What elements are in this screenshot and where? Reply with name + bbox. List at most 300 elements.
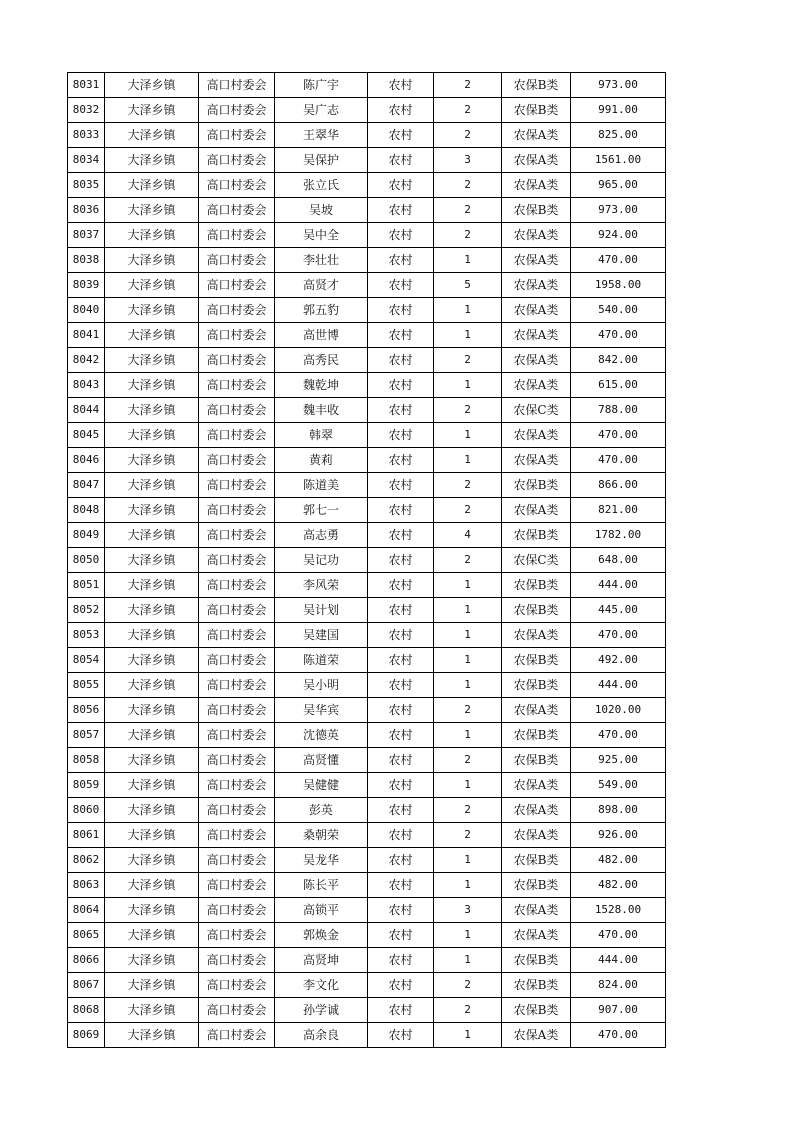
area-type-cell: 农村 (368, 1023, 434, 1048)
row-id-cell: 8032 (68, 98, 105, 123)
village-committee-cell: 高口村委会 (199, 598, 275, 623)
village-committee-cell: 高口村委会 (199, 548, 275, 573)
household-count-cell: 2 (434, 223, 502, 248)
area-type-cell: 农村 (368, 323, 434, 348)
household-count-cell: 1 (434, 598, 502, 623)
table-row (68, 648, 666, 673)
village-committee-cell: 高口村委会 (199, 148, 275, 173)
household-count-cell: 2 (434, 748, 502, 773)
row-id-cell: 8063 (68, 873, 105, 898)
table-row (68, 548, 666, 573)
category-cell: 农保B类 (502, 648, 571, 673)
village-committee-cell: 高口村委会 (199, 198, 275, 223)
village-committee-cell: 高口村委会 (199, 873, 275, 898)
table-row (68, 623, 666, 648)
township-cell: 大泽乡镇 (105, 548, 199, 573)
area-type-cell: 农村 (368, 223, 434, 248)
village-committee-cell: 高口村委会 (199, 973, 275, 998)
amount-cell: 991.00 (571, 98, 666, 123)
amount-cell: 821.00 (571, 498, 666, 523)
row-id-cell: 8060 (68, 798, 105, 823)
row-id-cell: 8045 (68, 423, 105, 448)
area-type-cell: 农村 (368, 548, 434, 573)
household-count-cell: 1 (434, 923, 502, 948)
name-cell: 李风荣 (275, 573, 368, 598)
category-cell: 农保B类 (502, 723, 571, 748)
row-id-cell: 8057 (68, 723, 105, 748)
township-cell: 大泽乡镇 (105, 823, 199, 848)
name-cell: 高余良 (275, 1023, 368, 1048)
category-cell: 农保B类 (502, 73, 571, 98)
township-cell: 大泽乡镇 (105, 398, 199, 423)
name-cell: 王翠华 (275, 123, 368, 148)
name-cell: 高贤坤 (275, 948, 368, 973)
category-cell: 农保A类 (502, 223, 571, 248)
area-type-cell: 农村 (368, 898, 434, 923)
household-count-cell: 1 (434, 848, 502, 873)
area-type-cell: 农村 (368, 348, 434, 373)
village-committee-cell: 高口村委会 (199, 423, 275, 448)
household-count-cell: 2 (434, 173, 502, 198)
table-row (68, 98, 666, 123)
household-count-cell: 2 (434, 823, 502, 848)
amount-cell: 470.00 (571, 1023, 666, 1048)
name-cell: 吴记功 (275, 548, 368, 573)
village-committee-cell: 高口村委会 (199, 173, 275, 198)
amount-cell: 825.00 (571, 123, 666, 148)
table-row (68, 673, 666, 698)
row-id-cell: 8038 (68, 248, 105, 273)
name-cell: 孙学诚 (275, 998, 368, 1023)
township-cell: 大泽乡镇 (105, 473, 199, 498)
table-row (68, 73, 666, 98)
row-id-cell: 8064 (68, 898, 105, 923)
amount-cell: 470.00 (571, 923, 666, 948)
area-type-cell: 农村 (368, 73, 434, 98)
row-id-cell: 8051 (68, 573, 105, 598)
category-cell: 农保B类 (502, 598, 571, 623)
area-type-cell: 农村 (368, 448, 434, 473)
row-id-cell: 8035 (68, 173, 105, 198)
village-committee-cell: 高口村委会 (199, 773, 275, 798)
category-cell: 农保A类 (502, 1023, 571, 1048)
village-committee-cell: 高口村委会 (199, 323, 275, 348)
table-row (68, 198, 666, 223)
category-cell: 农保A类 (502, 248, 571, 273)
category-cell: 农保A类 (502, 298, 571, 323)
village-committee-cell: 高口村委会 (199, 748, 275, 773)
household-count-cell: 2 (434, 498, 502, 523)
household-count-cell: 1 (434, 873, 502, 898)
area-type-cell: 农村 (368, 673, 434, 698)
amount-cell: 1020.00 (571, 698, 666, 723)
amount-cell: 898.00 (571, 798, 666, 823)
area-type-cell: 农村 (368, 823, 434, 848)
row-id-cell: 8040 (68, 298, 105, 323)
name-cell: 吴龙华 (275, 848, 368, 873)
name-cell: 吴健健 (275, 773, 368, 798)
village-committee-cell: 高口村委会 (199, 998, 275, 1023)
row-id-cell: 8031 (68, 73, 105, 98)
household-count-cell: 1 (434, 423, 502, 448)
village-committee-cell: 高口村委会 (199, 248, 275, 273)
table-row (68, 398, 666, 423)
household-count-cell: 2 (434, 698, 502, 723)
township-cell: 大泽乡镇 (105, 723, 199, 748)
name-cell: 张立氏 (275, 173, 368, 198)
household-count-cell: 1 (434, 573, 502, 598)
amount-cell: 924.00 (571, 223, 666, 248)
row-id-cell: 8062 (68, 848, 105, 873)
area-type-cell: 农村 (368, 948, 434, 973)
name-cell: 郭五豹 (275, 298, 368, 323)
row-id-cell: 8041 (68, 323, 105, 348)
table-row (68, 248, 666, 273)
table-row (68, 448, 666, 473)
category-cell: 农保A类 (502, 923, 571, 948)
row-id-cell: 8068 (68, 998, 105, 1023)
name-cell: 彭英 (275, 798, 368, 823)
area-type-cell: 农村 (368, 498, 434, 523)
amount-cell: 973.00 (571, 198, 666, 223)
row-id-cell: 8058 (68, 748, 105, 773)
amount-cell: 965.00 (571, 173, 666, 198)
table-body (68, 73, 666, 1048)
table-row (68, 923, 666, 948)
amount-cell: 482.00 (571, 848, 666, 873)
category-cell: 农保C类 (502, 548, 571, 573)
name-cell: 李文化 (275, 973, 368, 998)
township-cell: 大泽乡镇 (105, 1023, 199, 1048)
amount-cell: 445.00 (571, 598, 666, 623)
amount-cell: 866.00 (571, 473, 666, 498)
table-row (68, 173, 666, 198)
name-cell: 陈道美 (275, 473, 368, 498)
amount-cell: 470.00 (571, 623, 666, 648)
table-row (68, 998, 666, 1023)
name-cell: 桑朝荣 (275, 823, 368, 848)
township-cell: 大泽乡镇 (105, 148, 199, 173)
township-cell: 大泽乡镇 (105, 848, 199, 873)
township-cell: 大泽乡镇 (105, 73, 199, 98)
category-cell: 农保A类 (502, 773, 571, 798)
category-cell: 农保A类 (502, 448, 571, 473)
table-row (68, 948, 666, 973)
village-committee-cell: 高口村委会 (199, 348, 275, 373)
area-type-cell: 农村 (368, 923, 434, 948)
household-count-cell: 2 (434, 98, 502, 123)
area-type-cell: 农村 (368, 848, 434, 873)
category-cell: 农保B类 (502, 473, 571, 498)
township-cell: 大泽乡镇 (105, 198, 199, 223)
village-committee-cell: 高口村委会 (199, 798, 275, 823)
row-id-cell: 8048 (68, 498, 105, 523)
household-count-cell: 2 (434, 123, 502, 148)
name-cell: 陈长平 (275, 873, 368, 898)
name-cell: 吴坡 (275, 198, 368, 223)
amount-cell: 824.00 (571, 973, 666, 998)
area-type-cell: 农村 (368, 298, 434, 323)
table-row (68, 323, 666, 348)
name-cell: 李壮壮 (275, 248, 368, 273)
amount-cell: 470.00 (571, 248, 666, 273)
amount-cell: 492.00 (571, 648, 666, 673)
township-cell: 大泽乡镇 (105, 273, 199, 298)
area-type-cell: 农村 (368, 273, 434, 298)
row-id-cell: 8056 (68, 698, 105, 723)
table-row (68, 148, 666, 173)
row-id-cell: 8033 (68, 123, 105, 148)
amount-cell: 470.00 (571, 423, 666, 448)
row-id-cell: 8034 (68, 148, 105, 173)
category-cell: 农保B类 (502, 573, 571, 598)
row-id-cell: 8039 (68, 273, 105, 298)
township-cell: 大泽乡镇 (105, 898, 199, 923)
name-cell: 陈道荣 (275, 648, 368, 673)
table-row (68, 348, 666, 373)
township-cell: 大泽乡镇 (105, 873, 199, 898)
area-type-cell: 农村 (368, 523, 434, 548)
village-committee-cell: 高口村委会 (199, 73, 275, 98)
category-cell: 农保A类 (502, 323, 571, 348)
name-cell: 吴计划 (275, 598, 368, 623)
township-cell: 大泽乡镇 (105, 348, 199, 373)
row-id-cell: 8069 (68, 1023, 105, 1048)
village-committee-cell: 高口村委会 (199, 948, 275, 973)
table-row (68, 873, 666, 898)
name-cell: 吴华宾 (275, 698, 368, 723)
township-cell: 大泽乡镇 (105, 623, 199, 648)
category-cell: 农保A类 (502, 498, 571, 523)
amount-cell: 444.00 (571, 948, 666, 973)
area-type-cell: 农村 (368, 973, 434, 998)
table-row (68, 773, 666, 798)
name-cell: 高锁平 (275, 898, 368, 923)
category-cell: 农保B类 (502, 973, 571, 998)
name-cell: 高世博 (275, 323, 368, 348)
name-cell: 吴小明 (275, 673, 368, 698)
amount-cell: 444.00 (571, 573, 666, 598)
name-cell: 吴建国 (275, 623, 368, 648)
category-cell: 农保B类 (502, 198, 571, 223)
data-table (67, 72, 666, 1048)
amount-cell: 470.00 (571, 723, 666, 748)
category-cell: 农保A类 (502, 148, 571, 173)
township-cell: 大泽乡镇 (105, 673, 199, 698)
household-count-cell: 2 (434, 473, 502, 498)
category-cell: 农保B类 (502, 748, 571, 773)
township-cell: 大泽乡镇 (105, 748, 199, 773)
row-id-cell: 8044 (68, 398, 105, 423)
table-row (68, 798, 666, 823)
category-cell: 农保A类 (502, 798, 571, 823)
village-committee-cell: 高口村委会 (199, 1023, 275, 1048)
category-cell: 农保B类 (502, 998, 571, 1023)
area-type-cell: 农村 (368, 98, 434, 123)
household-count-cell: 4 (434, 523, 502, 548)
village-committee-cell: 高口村委会 (199, 373, 275, 398)
household-count-cell: 2 (434, 73, 502, 98)
amount-cell: 615.00 (571, 373, 666, 398)
area-type-cell: 农村 (368, 773, 434, 798)
name-cell: 韩翠 (275, 423, 368, 448)
township-cell: 大泽乡镇 (105, 248, 199, 273)
township-cell: 大泽乡镇 (105, 573, 199, 598)
category-cell: 农保A类 (502, 373, 571, 398)
name-cell: 吴广志 (275, 98, 368, 123)
village-committee-cell: 高口村委会 (199, 498, 275, 523)
category-cell: 农保B类 (502, 673, 571, 698)
table-row (68, 273, 666, 298)
table-row (68, 473, 666, 498)
amount-cell: 788.00 (571, 398, 666, 423)
household-count-cell: 2 (434, 998, 502, 1023)
household-count-cell: 1 (434, 673, 502, 698)
table-row (68, 373, 666, 398)
household-count-cell: 1 (434, 373, 502, 398)
category-cell: 农保A类 (502, 423, 571, 448)
table-row (68, 1023, 666, 1048)
row-id-cell: 8066 (68, 948, 105, 973)
table-row (68, 523, 666, 548)
table-row (68, 298, 666, 323)
name-cell: 高贤才 (275, 273, 368, 298)
area-type-cell: 农村 (368, 173, 434, 198)
village-committee-cell: 高口村委会 (199, 448, 275, 473)
table-row (68, 698, 666, 723)
category-cell: 农保B类 (502, 948, 571, 973)
amount-cell: 540.00 (571, 298, 666, 323)
township-cell: 大泽乡镇 (105, 123, 199, 148)
category-cell: 农保A类 (502, 173, 571, 198)
name-cell: 吴保护 (275, 148, 368, 173)
table-row (68, 898, 666, 923)
area-type-cell: 农村 (368, 573, 434, 598)
row-id-cell: 8067 (68, 973, 105, 998)
row-id-cell: 8052 (68, 598, 105, 623)
village-committee-cell: 高口村委会 (199, 623, 275, 648)
area-type-cell: 农村 (368, 123, 434, 148)
household-count-cell: 1 (434, 723, 502, 748)
village-committee-cell: 高口村委会 (199, 273, 275, 298)
area-type-cell: 农村 (368, 798, 434, 823)
row-id-cell: 8037 (68, 223, 105, 248)
household-count-cell: 3 (434, 148, 502, 173)
township-cell: 大泽乡镇 (105, 223, 199, 248)
row-id-cell: 8065 (68, 923, 105, 948)
row-id-cell: 8049 (68, 523, 105, 548)
township-cell: 大泽乡镇 (105, 298, 199, 323)
area-type-cell: 农村 (368, 373, 434, 398)
table-row (68, 498, 666, 523)
household-count-cell: 1 (434, 648, 502, 673)
township-cell: 大泽乡镇 (105, 998, 199, 1023)
village-committee-cell: 高口村委会 (199, 523, 275, 548)
amount-cell: 470.00 (571, 323, 666, 348)
table-row (68, 598, 666, 623)
table-row (68, 423, 666, 448)
township-cell: 大泽乡镇 (105, 98, 199, 123)
household-count-cell: 1 (434, 448, 502, 473)
village-committee-cell: 高口村委会 (199, 398, 275, 423)
area-type-cell: 农村 (368, 473, 434, 498)
amount-cell: 907.00 (571, 998, 666, 1023)
row-id-cell: 8061 (68, 823, 105, 848)
household-count-cell: 1 (434, 323, 502, 348)
township-cell: 大泽乡镇 (105, 523, 199, 548)
village-committee-cell: 高口村委会 (199, 573, 275, 598)
household-count-cell: 3 (434, 898, 502, 923)
name-cell: 魏丰收 (275, 398, 368, 423)
household-count-cell: 2 (434, 798, 502, 823)
township-cell: 大泽乡镇 (105, 773, 199, 798)
township-cell: 大泽乡镇 (105, 698, 199, 723)
row-id-cell: 8059 (68, 773, 105, 798)
village-committee-cell: 高口村委会 (199, 123, 275, 148)
village-committee-cell: 高口村委会 (199, 648, 275, 673)
category-cell: 农保A类 (502, 348, 571, 373)
amount-cell: 925.00 (571, 748, 666, 773)
name-cell: 高秀民 (275, 348, 368, 373)
amount-cell: 1528.00 (571, 898, 666, 923)
village-committee-cell: 高口村委会 (199, 823, 275, 848)
category-cell: 农保B类 (502, 523, 571, 548)
table-row (68, 573, 666, 598)
township-cell: 大泽乡镇 (105, 798, 199, 823)
household-count-cell: 2 (434, 398, 502, 423)
township-cell: 大泽乡镇 (105, 373, 199, 398)
amount-cell: 444.00 (571, 673, 666, 698)
name-cell: 黄莉 (275, 448, 368, 473)
row-id-cell: 8055 (68, 673, 105, 698)
amount-cell: 549.00 (571, 773, 666, 798)
name-cell: 吴中全 (275, 223, 368, 248)
area-type-cell: 农村 (368, 698, 434, 723)
name-cell: 高志勇 (275, 523, 368, 548)
amount-cell: 926.00 (571, 823, 666, 848)
category-cell: 农保A类 (502, 898, 571, 923)
township-cell: 大泽乡镇 (105, 948, 199, 973)
township-cell: 大泽乡镇 (105, 323, 199, 348)
household-count-cell: 1 (434, 623, 502, 648)
township-cell: 大泽乡镇 (105, 498, 199, 523)
amount-cell: 1561.00 (571, 148, 666, 173)
township-cell: 大泽乡镇 (105, 448, 199, 473)
category-cell: 农保A类 (502, 823, 571, 848)
area-type-cell: 农村 (368, 148, 434, 173)
village-committee-cell: 高口村委会 (199, 723, 275, 748)
category-cell: 农保B类 (502, 848, 571, 873)
township-cell: 大泽乡镇 (105, 923, 199, 948)
amount-cell: 482.00 (571, 873, 666, 898)
village-committee-cell: 高口村委会 (199, 848, 275, 873)
amount-cell: 973.00 (571, 73, 666, 98)
village-committee-cell: 高口村委会 (199, 98, 275, 123)
household-count-cell: 2 (434, 973, 502, 998)
table-row (68, 723, 666, 748)
amount-cell: 842.00 (571, 348, 666, 373)
amount-cell: 470.00 (571, 448, 666, 473)
row-id-cell: 8043 (68, 373, 105, 398)
area-type-cell: 农村 (368, 623, 434, 648)
row-id-cell: 8053 (68, 623, 105, 648)
village-committee-cell: 高口村委会 (199, 298, 275, 323)
household-count-cell: 2 (434, 198, 502, 223)
row-id-cell: 8042 (68, 348, 105, 373)
household-count-cell: 5 (434, 273, 502, 298)
household-count-cell: 1 (434, 948, 502, 973)
table-row (68, 973, 666, 998)
